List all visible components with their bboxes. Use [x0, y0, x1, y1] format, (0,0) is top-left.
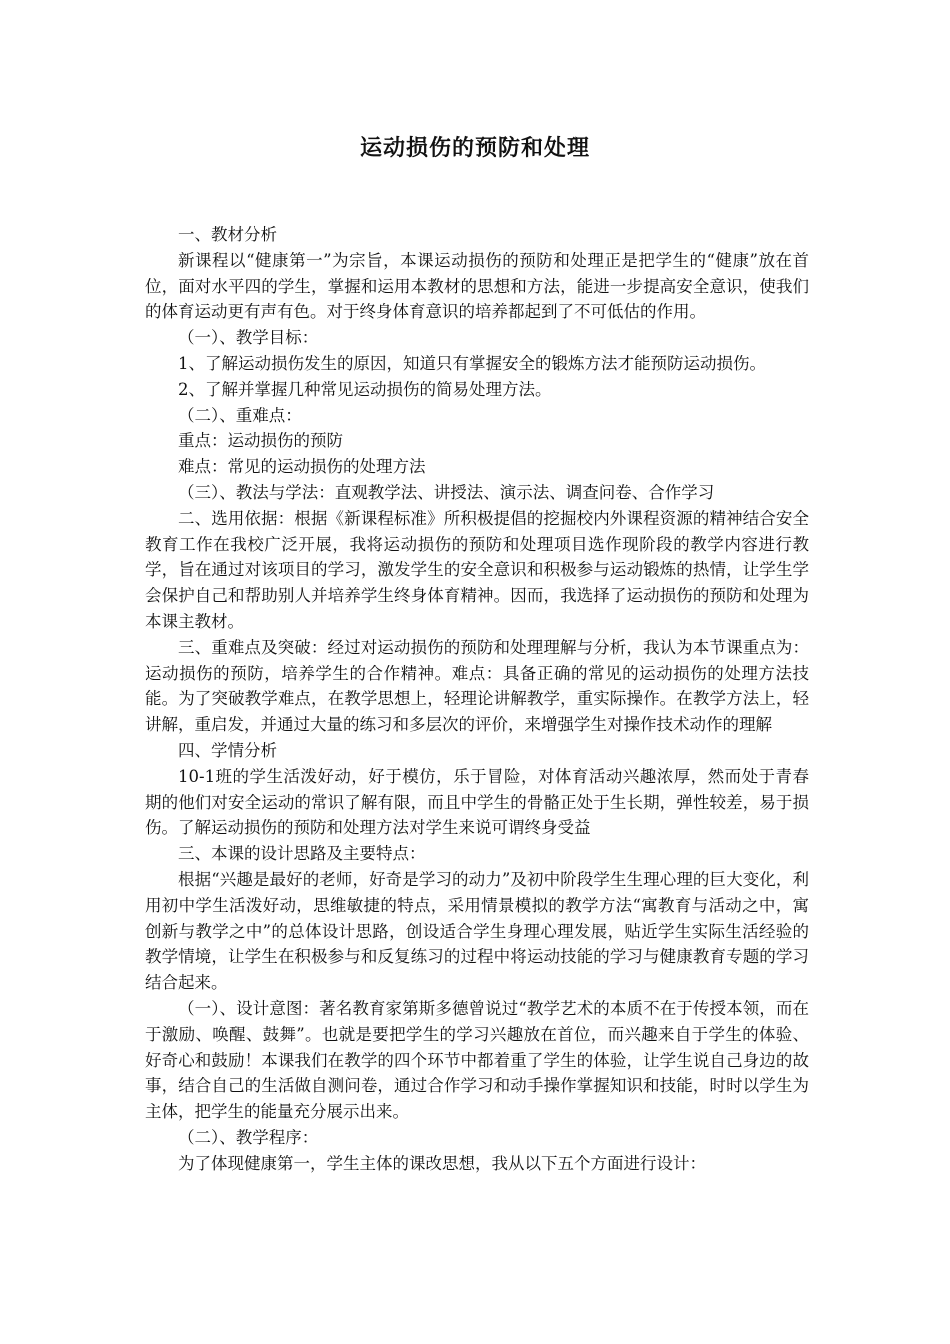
section-heading-student-analysis: 四、学情分析 — [178, 740, 277, 760]
key-point-line: 重点：运动损伤的预防 — [178, 431, 343, 451]
paragraph-breakthrough: 三、重难点及突破：经过对运动损伤的预防和处理理解与分析，我认为本节课重点为：运动损伤的预防，培养学生的合作精神。难点：具备正确的常见的运动损伤的处理方法技能。为了突破教学难点，在教学思想上，轻理论讲解教学，重实际操作。在教学方法上，轻讲解，重启发，并通过大量的练习和多层次的评价，来增强学生对操作技术动作的理解 — [145, 637, 809, 735]
paragraph-student-analysis: 10-1班的学生活泼好动，好于模仿，乐于冒险，对体育活动兴趣浓厚，然而处于青春期的他们对安全运动的常识了解有限，而且中学生的骨骼正处于生长期，弹性较差，易于损伤。了解运动损伤的预防和处理方法对学生来说可谓终身受益 — [145, 766, 809, 838]
teaching-methods-line: （三）、教法与学法：直观教学法、讲授法、演示法、调查问卷、合作学习 — [178, 482, 715, 502]
paragraph-design-ideas: 根据“兴趣是最好的老师，好奇是学习的动力”及初中阶段学生生理心理的巨大变化，利用初中学生活泼好动，思维敏捷的特点，采用情景模拟的教学方法“寓教育与活动之中，寓创新与教学之中”的总体设计思路，创设适合学生身理心理发展，贴近学生实际生活经验的教学情境，让学生在积极参与和反复练习的过程中将运动技能的学习与健康教育专题的学习结合起来。 — [145, 869, 809, 993]
subheading-teaching-goals: （一）、教学目标： — [178, 328, 319, 348]
goal-item-2: 2、了解并掌握几种常见运动损伤的简易处理方法。 — [178, 379, 552, 399]
paragraph-design-intent: （一）、设计意图：著名教育家第斯多德曾说过“教学艺术的本质不在于传授本领，而在于激励、唤醒、鼓舞”。也就是要把学生的学习兴趣放在首位，而兴趣来自于学生的体验、好奇心和鼓励！本课我们在教学的四个环节中都着重了学生的体验，让学生说自己身边的故事，结合自己的生活做自测问卷，通过合作学习和动手操作掌握知识和技能，时时以学生为主体，把学生的能量充分展示出来。 — [145, 998, 809, 1122]
document-title: 运动损伤的预防和处理 — [359, 136, 590, 161]
paragraph-new-curriculum: 新课程以“健康第一”为宗旨，本课运动损伤的预防和处理正是把学生的“健康”放在首位，面对水平四的学生，掌握和运用本教材的思想和方法，能进一步提高安全意识，使我们的体育运动更有声有色。对于终身体育意识的培养都起到了不可低估的作用。 — [145, 250, 809, 322]
paragraph-five-aspects: 为了体现健康第一，学生主体的课改思想，我从以下五个方面进行设计： — [178, 1153, 706, 1173]
subheading-teaching-procedure: （二）、教学程序： — [178, 1127, 319, 1147]
subheading-key-difficult-points: （二）、重难点： — [178, 405, 302, 425]
section-heading-design-ideas: 三、本课的设计思路及主要特点： — [178, 844, 426, 864]
section-heading-materials-analysis: 一、教材分析 — [178, 225, 277, 244]
paragraph-selection-basis: 二、选用依据：根据《新课程标准》所积极提倡的挖掘校内外课程资源的精神结合安全教育工作在我校广泛开展，我将运动损伤的预防和处理项目选作现阶段的教学内容进行教学，旨在通过对该项目的学习，激发学生的安全意识和积极参与运动锻炼的热情，让学生学会保护自己和帮助别人并培养学生终身体育精神。因而，我选择了运动损伤的预防和处理为本课主教材。 — [145, 508, 809, 631]
document-body — [145, 222, 809, 1176]
goal-item-1: 1、了解运动损伤发生的原因，知道只有掌握安全的锻炼方法才能预防运动损伤。 — [178, 353, 766, 373]
difficult-point-line: 难点：常见的运动损伤的处理方法 — [178, 457, 426, 477]
